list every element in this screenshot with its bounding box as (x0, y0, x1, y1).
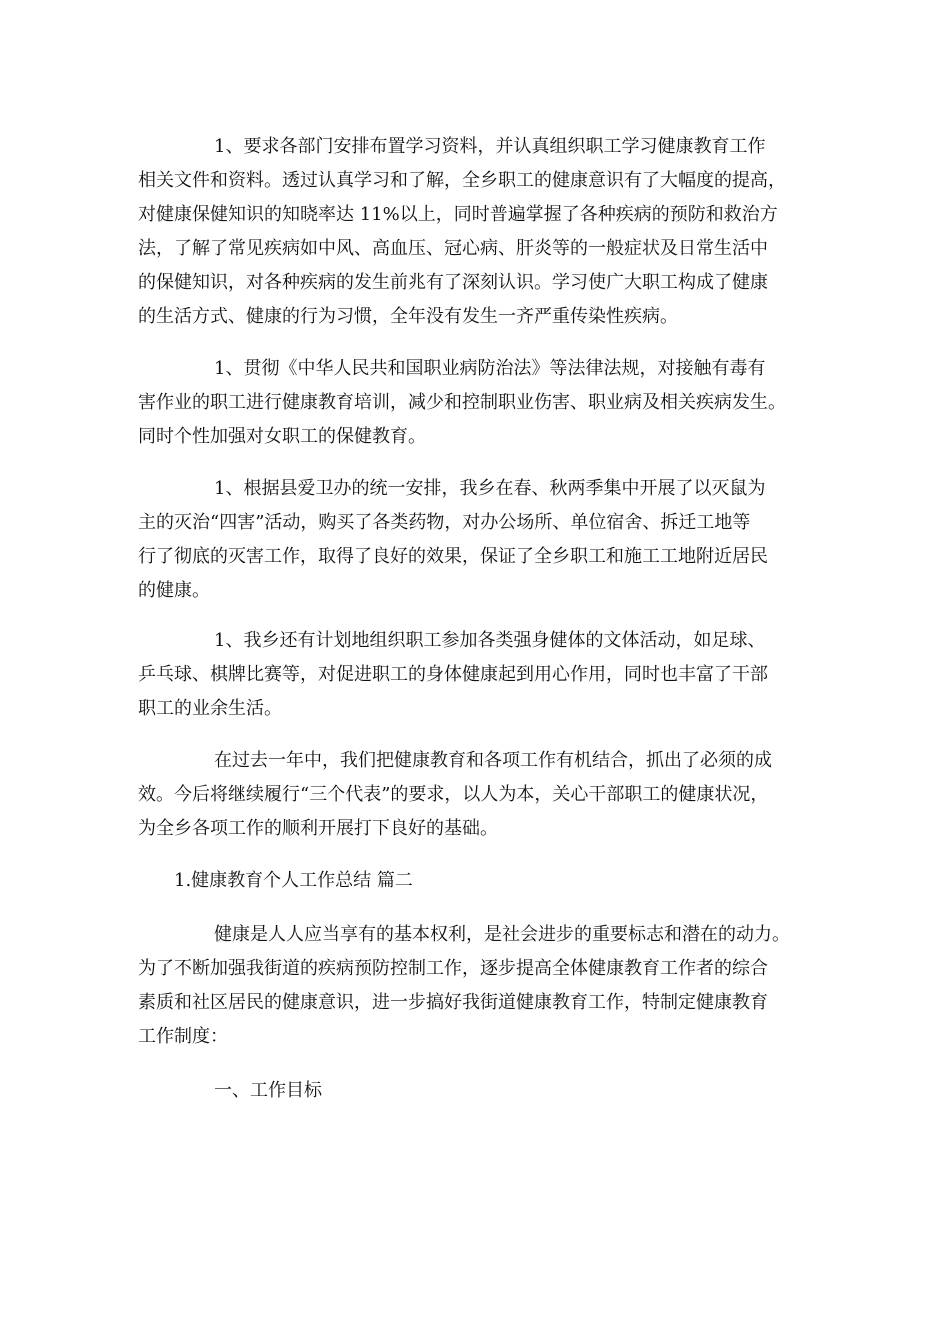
paragraph-line: 在过去一年中，我们把健康教育和各项工作有机结合，抓出了必须的成 (214, 750, 772, 771)
paragraph-line: 主的灭治“四害”活动，购买了各类药物，对办公场所、单位宿舍、拆迁工地等 (138, 512, 751, 533)
paragraph-line: 1、根据县爱卫办的统一安排，我乡在春、秋两季集中开展了以灭鼠为 (214, 478, 766, 499)
paragraph-line: 健康是人人应当享有的基本权利，是社会进步的重要标志和潜在的动力。 (214, 924, 790, 945)
paragraph-sports-activities (138, 624, 768, 726)
paragraph-study-materials (138, 130, 786, 334)
paragraph-line: 的健康。 (138, 580, 210, 601)
paragraph-line: 职工的业余生活。 (138, 698, 282, 719)
paragraph-pest-control (138, 472, 768, 608)
paragraph-line: 为了不断加强我街道的疾病预防控制工作，逐步提高全体健康教育工作者的综合 (138, 958, 768, 979)
paragraph-line: 1、贯彻《中华人民共和国职业病防治法》等法律法规，对接触有毒有 (214, 358, 766, 379)
paragraph-line: 乒乓球、棋牌比赛等，对促进职工的身体健康起到用心作用，同时也丰富了干部 (138, 664, 768, 685)
paragraph-line: 相关文件和资料。透过认真学习和了解，全乡职工的健康意识有了大幅度的提高， (138, 170, 786, 191)
heading-line: 一、工作目标 (214, 1080, 322, 1101)
paragraph-line: 行了彻底的灭害工作，取得了良好的效果，保证了全乡职工和施工工地附近居民 (138, 546, 768, 567)
paragraph-line: 的保健知识，对各种疾病的发生前兆有了深刻认识。学习使广大职工构成了健康 (138, 272, 768, 293)
heading-line: 1.健康教育个人工作总结 篇二 (174, 870, 413, 891)
paragraph-line: 害作业的职工进行健康教育培训，减少和控制职业伤害、职业病及相关疾病发生。 (138, 392, 786, 413)
paragraph-line: 法，了解了常见疾病如中风、高血压、冠心病、肝炎等的一般症状及日常生活中 (138, 238, 768, 259)
subsection-heading (138, 1074, 322, 1108)
paragraph-line: 同时个性加强对女职工的保健教育。 (138, 426, 426, 447)
paragraph-line: 工作制度： (138, 1026, 228, 1047)
section-heading (138, 864, 413, 898)
paragraph-line: 1、我乡还有计划地组织职工参加各类强身健体的文体活动，如足球、 (214, 630, 766, 651)
paragraph-summary (138, 744, 772, 846)
paragraph-health-rights (138, 918, 790, 1054)
paragraph-line: 对健康保健知识的知晓率达 11%以上，同时普遍掌握了各种疾病的预防和救治方 (138, 204, 778, 225)
paragraph-line: 为全乡各项工作的顺利开展打下良好的基础。 (138, 818, 498, 839)
paragraph-line: 效。今后将继续履行“三个代表”的要求，以人为本，关心干部职工的健康状况， (138, 784, 769, 805)
paragraph-line: 素质和社区居民的健康意识，进一步搞好我街道健康教育工作，特制定健康教育 (138, 992, 768, 1013)
paragraph-line: 的生活方式、健康的行为习惯，全年没有发生一齐严重传染性疾病。 (138, 306, 678, 327)
paragraph-line: 1、要求各部门安排布置学习资料，并认真组织职工学习健康教育工作 (214, 136, 766, 157)
paragraph-occupational-law (138, 352, 786, 454)
